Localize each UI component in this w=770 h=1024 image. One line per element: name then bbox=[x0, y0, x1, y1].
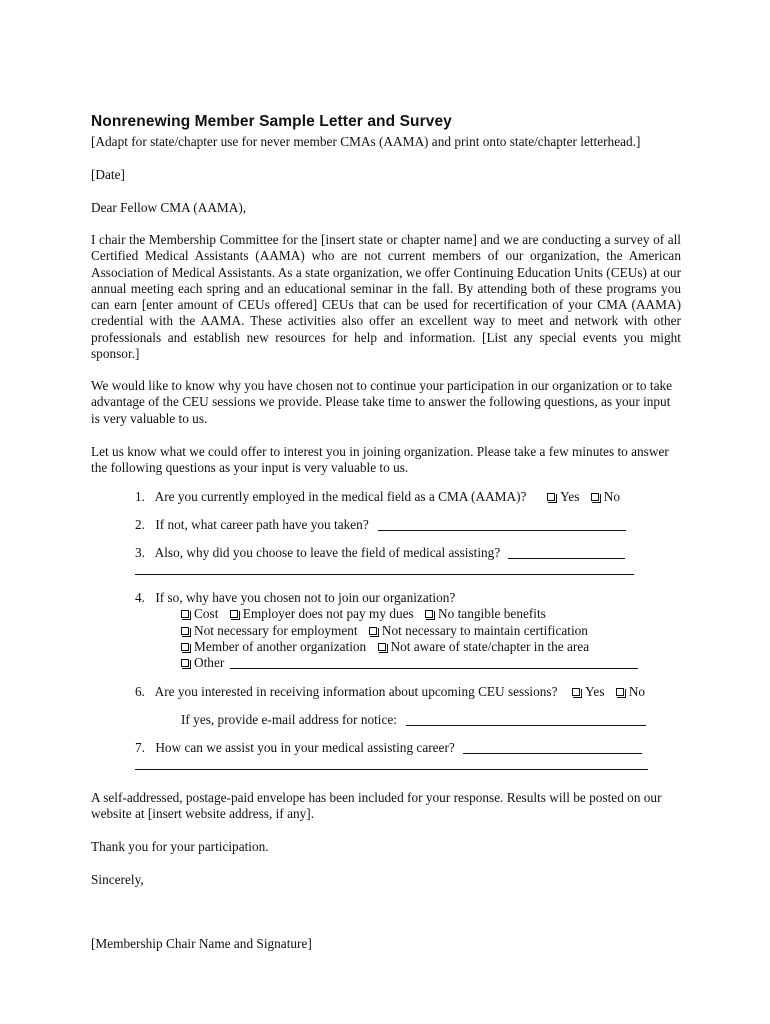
question-text: If not, what career path have you taken? bbox=[155, 517, 369, 532]
checkbox-icon[interactable] bbox=[181, 627, 189, 635]
email-prompt: If yes, provide e-mail address for notice: bbox=[181, 712, 397, 727]
signature-placeholder: [Membership Chair Name and Signature] bbox=[91, 936, 312, 951]
option-member-another-org[interactable] bbox=[181, 639, 366, 655]
option-label: No bbox=[628, 684, 646, 699]
signoff: Sincerely, bbox=[91, 872, 144, 887]
q7-answer-line[interactable] bbox=[135, 769, 648, 770]
q7-answer-field[interactable] bbox=[463, 741, 642, 754]
question-7 bbox=[135, 740, 642, 756]
checkbox-icon[interactable] bbox=[572, 688, 580, 696]
checkbox-icon[interactable] bbox=[181, 643, 189, 651]
question-number: 6. bbox=[135, 684, 145, 699]
option-label: No bbox=[603, 489, 621, 504]
q4-options-row-1 bbox=[181, 606, 554, 622]
q6-yes-option[interactable] bbox=[572, 684, 604, 700]
q3-answer-field[interactable] bbox=[508, 546, 625, 559]
salutation: Dear Fellow CMA (AAMA), bbox=[91, 200, 247, 215]
question-text: Are you currently employed in the medical field as a CMA (AAMA)? bbox=[154, 489, 527, 504]
intro-paragraph: I chair the Membership Committee for the [insert state or chapter name] and we are conducting a survey of all Certified Medical Assistants (AAMA) who are not current members of our organization, the American Association of Medical Assistants. As a state organization, we offer Continuing Education Units (CEUs) at our annual meeting each spring and an educational seminar in the fall. By attending both of these programs you can earn [enter amount of CEUs offered] CEUs that can be used for recertification of your CMA (AAMA) credential with the AAMA. These activities also offer an excellent way to meet and network with other professionals and establish new resources for help and information. [List any special events you might sponsor.] bbox=[91, 232, 681, 362]
q2-answer-field[interactable] bbox=[378, 518, 626, 531]
checkbox-icon[interactable] bbox=[181, 659, 189, 667]
question-number: 1. bbox=[135, 489, 145, 504]
option-label: Cost bbox=[194, 606, 219, 621]
checkbox-icon[interactable] bbox=[591, 493, 599, 501]
question-number: 4. bbox=[135, 590, 145, 605]
option-label: Not aware of state/chapter in the area bbox=[390, 639, 590, 654]
option-label: Not necessary for employment bbox=[194, 623, 358, 638]
option-cost[interactable] bbox=[181, 606, 218, 622]
option-not-aware[interactable] bbox=[378, 639, 590, 655]
question-4 bbox=[135, 590, 455, 606]
question-text: How can we assist you in your medical assisting career? bbox=[155, 740, 455, 755]
document-title: Nonrenewing Member Sample Letter and Survey bbox=[91, 113, 452, 130]
option-not-necessary-certification[interactable] bbox=[369, 623, 588, 639]
email-answer-field[interactable] bbox=[406, 713, 646, 726]
q4-options-row-3 bbox=[181, 639, 597, 655]
question-2 bbox=[135, 517, 626, 533]
instruction-note: [Adapt for state/chapter use for never member CMAs (AAMA) and print onto state/chapter letterhead.] bbox=[91, 134, 641, 149]
question-number: 2. bbox=[135, 517, 145, 532]
question-text: Are you interested in receiving information about upcoming CEU sessions? bbox=[154, 684, 558, 699]
option-label: No tangible benefits bbox=[438, 606, 546, 621]
question-number: 3. bbox=[135, 545, 145, 560]
q3-answer-line[interactable] bbox=[135, 574, 634, 575]
option-label: Not necessary to maintain certification bbox=[381, 623, 588, 638]
option-employer-dues[interactable] bbox=[230, 606, 414, 622]
checkbox-icon[interactable] bbox=[425, 610, 433, 618]
checkbox-icon[interactable] bbox=[547, 493, 555, 501]
question-3 bbox=[135, 545, 625, 561]
question-number: 7. bbox=[135, 740, 145, 755]
option-label: Yes bbox=[560, 489, 580, 504]
checkbox-icon[interactable] bbox=[616, 688, 624, 696]
date-placeholder: [Date] bbox=[91, 167, 125, 182]
option-not-necessary-employment[interactable] bbox=[181, 623, 358, 639]
q1-yes-option[interactable] bbox=[547, 489, 579, 505]
option-label: Member of another organization bbox=[194, 639, 367, 654]
question-text: Also, why did you choose to leave the field of medical assisting? bbox=[154, 545, 501, 560]
question-1 bbox=[135, 489, 628, 505]
other-answer-field[interactable] bbox=[230, 656, 638, 669]
offer-paragraph: Let us know what we could offer to interest you in joining organization. Please take a few minutes to answer the following questions as your input is very valuable to us. bbox=[91, 444, 669, 476]
closing-paragraph: A self-addressed, postage-paid envelope has been included for your response. Results will be posted on our website at [insert website address, if any]. bbox=[91, 790, 662, 822]
request-paragraph: We would like to know why you have chosen not to continue your participation in our organization or to take advantage of the CEU sessions we provide. Please take time to answer the following questions, as your input is very valuable to us. bbox=[91, 378, 673, 426]
question-text: If so, why have you chosen not to join our organization? bbox=[155, 590, 456, 605]
q1-no-option[interactable] bbox=[591, 489, 620, 505]
option-label: Other bbox=[194, 655, 225, 670]
checkbox-icon[interactable] bbox=[378, 643, 386, 651]
checkbox-icon[interactable] bbox=[230, 610, 238, 618]
question-6 bbox=[135, 684, 653, 700]
option-label: Yes bbox=[585, 684, 605, 699]
option-label: Employer does not pay my dues bbox=[242, 606, 414, 621]
thanks-line: Thank you for your participation. bbox=[91, 839, 269, 854]
q4-options-row-4 bbox=[181, 655, 638, 671]
q6-email-row bbox=[181, 712, 646, 728]
option-other[interactable] bbox=[181, 655, 224, 671]
checkbox-icon[interactable] bbox=[181, 610, 189, 618]
checkbox-icon[interactable] bbox=[369, 627, 377, 635]
option-no-tangible-benefits[interactable] bbox=[425, 606, 546, 622]
q6-no-option[interactable] bbox=[616, 684, 645, 700]
q4-options-row-2 bbox=[181, 623, 596, 639]
